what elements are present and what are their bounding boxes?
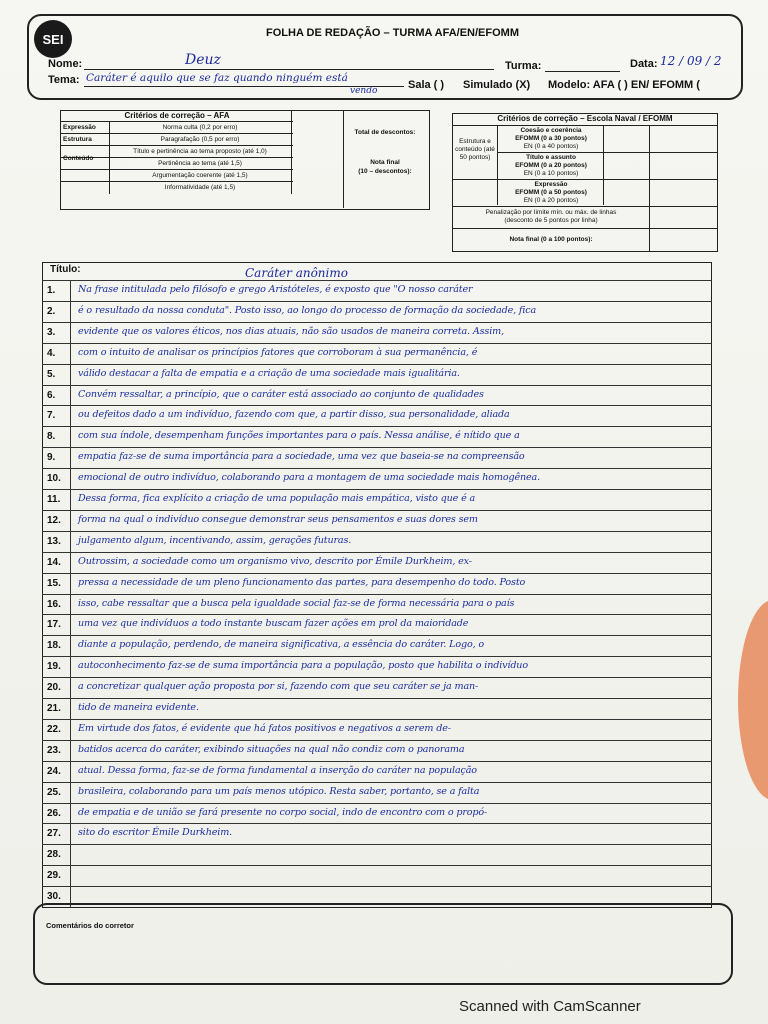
en-table-title: Critérios de correção – Escola Naval / EFOMM (453, 114, 717, 126)
en-divider (453, 228, 717, 229)
line-number: 4. (47, 347, 56, 359)
essay-line-text: tido de maneira evidente. (78, 702, 199, 713)
line-number: 25. (47, 786, 61, 798)
ruled-line (42, 782, 712, 783)
en-nota-final: Nota final (0 a 100 pontos): (509, 236, 593, 243)
line-number: 26. (47, 807, 61, 819)
en-estrutura-label: Estrutura e conteúdo (até 50 pontos) (455, 138, 495, 161)
ruled-line (42, 447, 712, 448)
ruled-line (42, 594, 712, 595)
essay-line-text: com o intuito de analisar os princípios fatores que corroboram à sua permanência, é (78, 346, 478, 358)
ruled-line (42, 865, 712, 866)
essay-line-text: atual. Dessa forma, faz-se de forma fundamental a inserção do caráter na população (78, 764, 477, 776)
afa-nota-label-2: (10 – descontos): (358, 168, 412, 175)
line-number: 8. (47, 431, 56, 443)
en-b3b: EN (0 a 20 pontos) (523, 197, 579, 204)
line-number: 9. (47, 452, 56, 464)
essay-line-text: Na frase intitulada pelo filósofo e grego Aristóteles, é exposto que "O nosso caráter (78, 284, 473, 295)
ruled-line (42, 552, 712, 553)
line-number: 28. (47, 849, 61, 861)
line-number: 18. (47, 640, 61, 652)
essay-line-text: pressa a necessidade de um pleno funcionamento das partes, para desempenho do todo. Posto (78, 576, 526, 588)
ruled-line (42, 510, 712, 511)
essay-line-text: é o resultado da nossa conduta". Posto isso, ao longo do processo de formação da sociedade, fica (78, 304, 537, 316)
en-b1b: EN (0 a 40 pontos) (523, 143, 579, 150)
afa-divider (109, 122, 110, 194)
ruled-line (42, 635, 712, 636)
turma-label: Turma: (505, 60, 542, 72)
essay-line-text: válido destacar a falta de empatia e a criação de uma sociedade mais igualitária. (78, 367, 460, 379)
en-divider (603, 125, 604, 205)
ruled-line (42, 280, 712, 281)
afa-row (61, 155, 293, 170)
afa-row (61, 170, 293, 182)
titulo-label: Título: (50, 264, 81, 275)
line-number: 17. (47, 619, 61, 631)
essay-line-text: batidos acerca do caráter, exibindo situações na qual não condiz com o panorama (78, 743, 465, 755)
afa-row-category: Conteúdo (63, 155, 94, 162)
essay-line-text: julgamento algum, incentivando, assim, gerações futuras. (78, 534, 352, 546)
modelo-option: Modelo: AFA ( ) EN/ EFOMM ( (548, 79, 700, 91)
afa-divider (343, 111, 344, 208)
ruled-line (42, 426, 712, 427)
ruled-line (42, 322, 712, 323)
ruled-line (42, 364, 712, 365)
en-b2b: EN (0 a 10 pontos) (523, 170, 579, 177)
line-number: 12. (47, 514, 61, 526)
simulado-option: Simulado (X) (463, 79, 531, 91)
en-b1: Coesão e coerência (520, 127, 582, 134)
en-divider (497, 125, 498, 205)
afa-row (61, 122, 293, 134)
essay-line-text: Dessa forma, fica explícito a criação de uma população mais empática, visto que é a (78, 493, 476, 504)
en-efomm-criteria-table (452, 113, 718, 252)
ruled-line (42, 886, 712, 887)
ruled-line (42, 844, 712, 845)
en-b2a: EFOMM (0 a 20 pontos) (515, 162, 587, 169)
afa-row-item: Pertinência ao tema (até 1,5) (158, 160, 242, 167)
essay-line-text: diante a população, perdendo, de maneira significativa, a essência do caráter. Logo, o (78, 639, 485, 651)
ruled-line (42, 468, 712, 469)
essay-line-text: sito do escritor Émile Durkheim. (78, 827, 233, 839)
line-number: 11. (47, 494, 61, 505)
camscanner-watermark: Scanned with CamScanner (459, 998, 641, 1015)
line-number: 21. (47, 703, 61, 714)
ruled-line (42, 698, 712, 699)
nome-value: Deuz (185, 52, 221, 68)
afa-row-item: Informatividade (até 1,5) (164, 184, 236, 191)
afa-row (61, 134, 293, 146)
data-value: 12 / 09 / 2 (660, 54, 722, 68)
essay-line-text: Convém ressaltar, a princípio, que o caráter está associado ao conjunto de qualidades (78, 388, 484, 400)
en-divider (453, 179, 717, 180)
comments-label: Comentários do corretor (46, 921, 134, 930)
ruled-line (42, 385, 712, 386)
sheet-title: FOLHA DE REDAÇÃO – TURMA AFA/EN/EFOMM (266, 27, 519, 39)
ruled-line (42, 823, 712, 824)
essay-line-text: com sua índole, desempenham funções importantes para o país. Nessa análise, é nítido que a (78, 430, 520, 442)
line-number: 7. (47, 410, 56, 422)
essay-line-text: forma na qual o indivíduo consegue demonstrar seus pensamentos e suas dores sem (78, 513, 478, 525)
afa-nota-label: Nota final (370, 159, 400, 166)
ruled-line (42, 761, 712, 762)
en-penalizacao-2: (desconto de 5 pontos por linha) (504, 217, 598, 224)
essay-line-text: evidente que os valores éticos, nos dias atuais, não são usados de maneira correta. Assim, (78, 325, 504, 337)
afa-row-category: Estrutura (63, 136, 92, 143)
line-number: 29. (47, 870, 61, 882)
ruled-line (42, 573, 712, 574)
essay-line-text: a concretizar qualquer ação proposta por si, fazendo com que seu caráter se ja man- (78, 681, 479, 693)
essay-line-text: empatia faz-se de suma importância para a sociedade, uma vez que baseia-se na compreensão (78, 451, 525, 463)
line-number: 14. (47, 556, 61, 568)
turma-line (545, 71, 620, 72)
essay-line-text: isso, cabe ressaltar que a busca pela igualdade social faz-se de forma necessária para o país (78, 597, 515, 609)
ruled-line (42, 677, 712, 678)
afa-row-item: Título e pertinência ao tema proposto (até 1,0) (133, 148, 267, 155)
line-number: 1. (47, 285, 56, 296)
line-number: 27. (47, 828, 61, 840)
ruled-line (42, 656, 712, 657)
essay-line-text: ou defeitos dado a um indivíduo, fazendo com que, a partir disso, sua personalidade, aliada (78, 409, 510, 421)
en-b3: Expressão (534, 181, 568, 188)
tema-value-continuation: vendo (350, 86, 378, 96)
en-divider (453, 206, 717, 207)
line-number: 13. (47, 535, 61, 547)
line-number: 20. (47, 682, 61, 694)
ruled-line (42, 803, 712, 804)
essay-line-text: Outrossim, a sociedade como um organismo vivo, descrito por Émile Durkheim, ex- (78, 555, 472, 567)
comments-box (33, 903, 733, 985)
line-number: 10. (47, 473, 61, 485)
nome-label: Nome: (48, 58, 83, 70)
afa-row (61, 146, 293, 158)
tema-label: Tema: (48, 74, 80, 86)
line-number: 19. (47, 661, 61, 673)
line-number: 30. (47, 891, 61, 903)
afa-row-item: Argumentação coerente (até 1,5) (152, 172, 248, 179)
afa-row-item: Paragrafação (0,5 por erro) (160, 136, 240, 143)
afa-criteria-table (60, 110, 430, 210)
ruled-line (42, 531, 712, 532)
line-number: 22. (47, 723, 61, 735)
essay-title: Caráter anônimo (245, 266, 348, 280)
ruled-line (42, 719, 712, 720)
en-b1a: EFOMM (0 a 30 pontos) (515, 135, 587, 142)
en-divider (497, 152, 717, 153)
afa-total-label: Total de descontos: (354, 129, 416, 136)
essay-line-text: emocional de outro indivíduo, colaborando para a montagem de uma sociedade mais homogênea. (78, 472, 540, 484)
afa-row-category: Expressão (63, 124, 96, 131)
sala-option: Sala ( ) (408, 79, 445, 91)
ruled-line (42, 614, 712, 615)
afa-row-item: Norma culta (0,2 por erro) (162, 124, 238, 131)
line-number: 24. (47, 765, 61, 777)
essay-line-text: brasileira, colaborando para um país menos utópico. Resta saber, portanto, se a falta (78, 785, 480, 797)
afa-table-title: Critérios de correção – AFA (61, 111, 293, 122)
line-number: 23. (47, 744, 61, 756)
line-number: 6. (47, 389, 56, 401)
essay-line-text: Em virtude dos fatos, é evidente que há fatos positivos e negativos a serem de- (78, 722, 451, 734)
data-label: Data: (630, 58, 658, 70)
afa-divider (291, 111, 292, 194)
ruled-line (42, 343, 712, 344)
sei-logo: SEI (34, 20, 72, 58)
ruled-line (42, 740, 712, 741)
line-number: 2. (47, 305, 56, 317)
tema-value: Caráter é aquilo que se faz quando ninguém está (86, 72, 348, 84)
essay-line-text: de empatia e de união se fará presente no corpo social, indo de encontro com o propó- (78, 806, 488, 818)
line-number: 15. (47, 577, 61, 589)
line-number: 5. (47, 368, 56, 380)
en-b2: Título e assunto (526, 154, 576, 161)
line-number: 3. (47, 326, 56, 338)
line-number: 16. (47, 598, 61, 610)
afa-row (61, 182, 293, 193)
ruled-line (42, 489, 712, 490)
en-b3a: EFOMM (0 a 50 pontos) (515, 189, 587, 196)
essay-line-text: uma vez que indivíduos a todo instante buscam fazer ações em prol da maioridade (78, 618, 469, 630)
ruled-line (42, 301, 712, 302)
en-divider (649, 125, 650, 251)
essay-line-text: autoconhecimento faz-se de suma importância para a população, posto que habilita o indivíduo (78, 660, 528, 672)
ruled-line (42, 405, 712, 406)
nome-line (84, 69, 494, 70)
en-penalizacao: Penalização por limite mín. ou máx. de linhas (485, 209, 617, 216)
